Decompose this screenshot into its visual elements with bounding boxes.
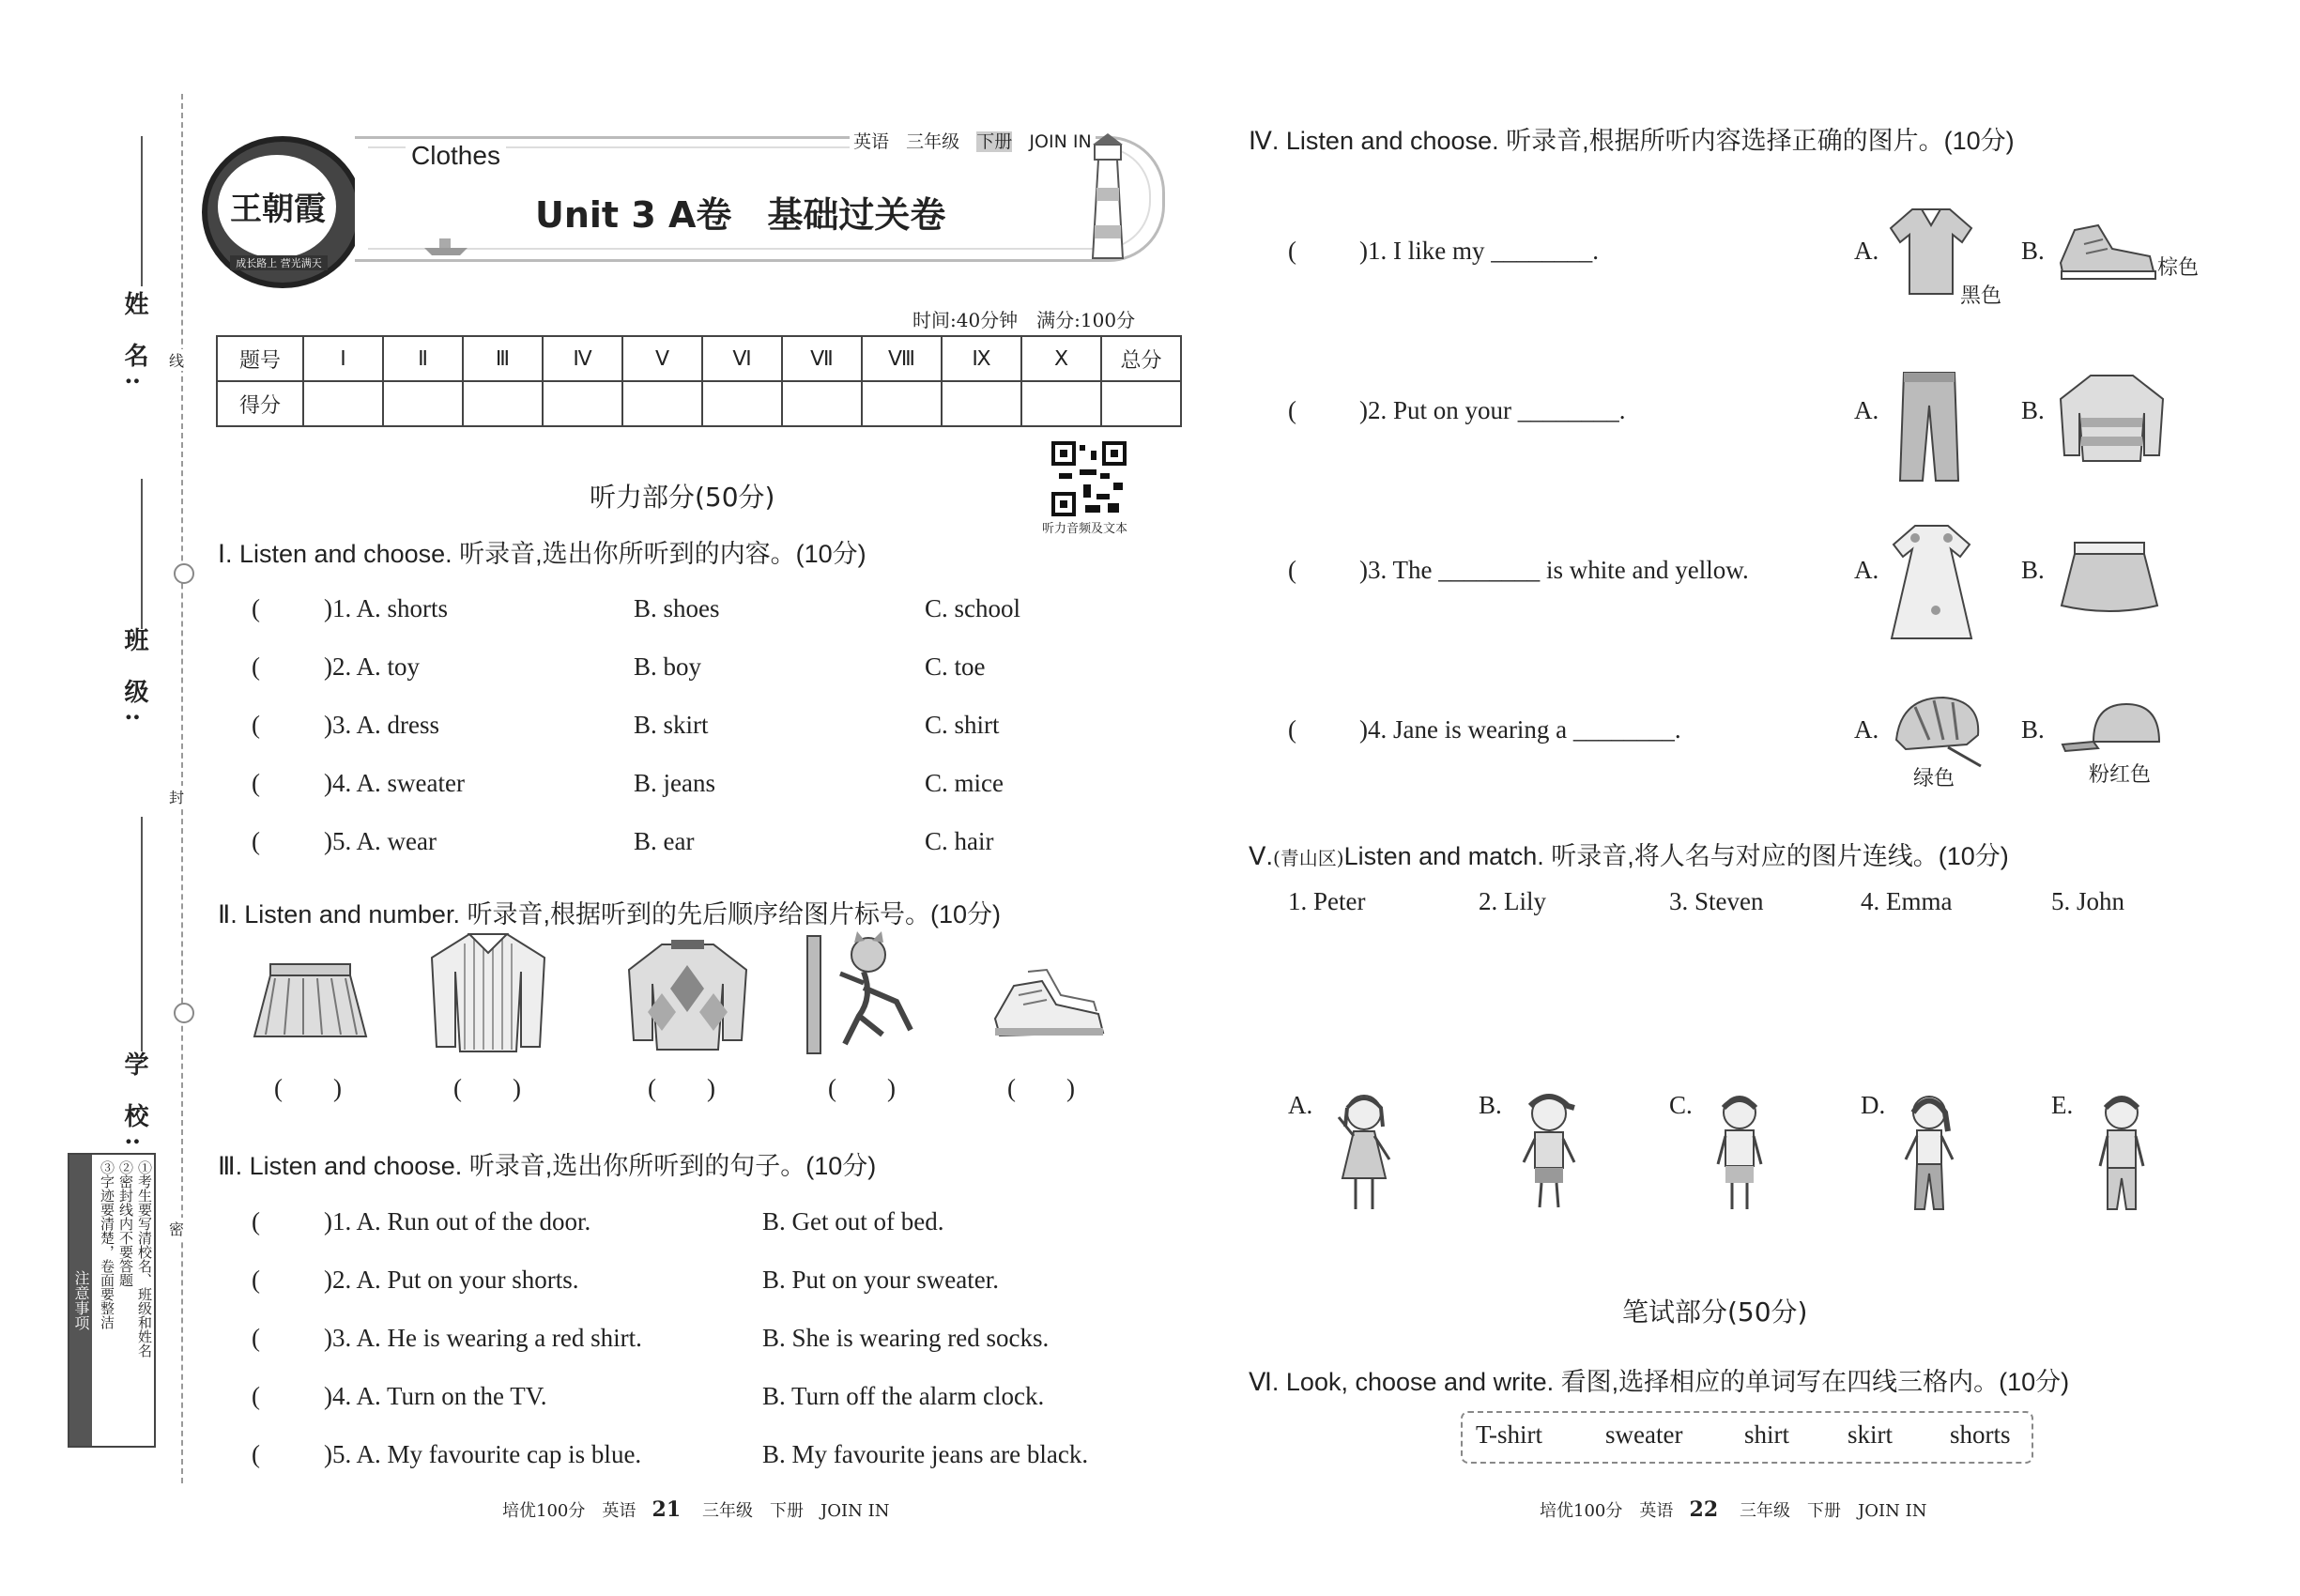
- score-head: Ⅴ: [622, 336, 702, 381]
- writing-title: 笔试部分(50分): [1622, 1297, 1808, 1327]
- option-a-label: A.: [1854, 556, 1879, 584]
- person-name: 3. Steven: [1669, 887, 1764, 915]
- answer-paren[interactable]: (: [252, 827, 260, 855]
- picture-letter: E.: [2051, 1091, 2074, 1119]
- score-cell[interactable]: [303, 381, 383, 426]
- page-number: 21: [652, 1497, 682, 1522]
- s4-note: 粉红色: [2089, 763, 2152, 787]
- footer-book: 培优100分 英语: [1540, 1501, 1674, 1521]
- score-head: Ⅵ: [702, 336, 782, 381]
- answer-paren[interactable]: (: [1288, 237, 1296, 265]
- s3-item-a: )3. A. He is wearing a red shirt.: [324, 1324, 642, 1352]
- word-option: shorts: [1950, 1420, 2011, 1449]
- s1-item-a: )2. A. toy: [324, 652, 421, 681]
- score-cell[interactable]: [782, 381, 862, 426]
- section-6-title: Ⅵ. Look, choose and write. 看图,选择相应的单词写在四线三格内。(10分): [1249, 1368, 2070, 1396]
- qr-code-icon[interactable]: [1051, 441, 1127, 516]
- binding-hole: [174, 563, 194, 584]
- score-cell[interactable]: [543, 381, 622, 426]
- s3-item-b: B. Turn off the alarm clock.: [762, 1382, 1045, 1410]
- picture-letter: B.: [1479, 1091, 1502, 1119]
- listening-title: 听力部分(50分): [590, 482, 775, 513]
- score-cell[interactable]: [1101, 381, 1181, 426]
- s1-item-b: B. skirt: [634, 711, 709, 739]
- brand-slogan: 成长路上 营光满天: [230, 255, 328, 270]
- answer-paren[interactable]: (: [252, 652, 260, 681]
- picture-letter: C.: [1669, 1091, 1693, 1119]
- option-a-label: A.: [1854, 237, 1879, 265]
- s1-item-c: C. shirt: [925, 711, 1000, 739]
- person-name: 2. Lily: [1479, 887, 1546, 915]
- s1-item-b: B. ear: [634, 827, 695, 855]
- s4-note: 黑色: [1960, 284, 2002, 308]
- picture-letter: A.: [1288, 1091, 1313, 1119]
- picture-letter: D.: [1861, 1091, 1886, 1119]
- score-cell[interactable]: [942, 381, 1021, 426]
- time-score: 时间:40分钟 满分:100分: [912, 309, 1136, 331]
- sneakers-picture: [2056, 211, 2164, 296]
- s1-item-a: )3. A. dress: [324, 711, 439, 739]
- answer-paren[interactable]: (: [252, 1440, 260, 1468]
- s1-item-c: C. mice: [925, 769, 1004, 797]
- person-name: 4. Emma: [1861, 887, 1953, 915]
- s4-item-text: )3. The ________ is white and yellow.: [1359, 556, 1749, 584]
- s3-item-a: )2. A. Put on your shorts.: [324, 1266, 579, 1294]
- answer-paren[interactable]: (: [1288, 556, 1296, 584]
- notes-title: 注意事项: [69, 1155, 92, 1446]
- s1-item-c: C. school: [925, 594, 1021, 622]
- shoes-picture: [986, 962, 1108, 1042]
- meta-edition: JOIN IN: [1029, 131, 1092, 152]
- note-item: ②密封线内不要答题: [117, 1160, 134, 1287]
- note-item: ①考生要写清校名、班级和姓名: [136, 1160, 153, 1358]
- binding-hole: [174, 1003, 194, 1023]
- option-a-label: A.: [1854, 396, 1879, 424]
- trousers-picture: [1896, 368, 1962, 485]
- page-title: Unit 3 A卷 基础过关卷: [535, 194, 946, 236]
- footer-grade: 三年级 下册 JOIN IN: [702, 1501, 890, 1521]
- page-number: 22: [1689, 1497, 1719, 1522]
- dress-picture: [1887, 521, 1976, 643]
- option-b-label: B.: [2021, 715, 2045, 744]
- score-head: Ⅳ: [543, 336, 622, 381]
- answer-paren[interactable]: (: [1288, 715, 1296, 744]
- cut-mark: 密: [169, 1218, 184, 1239]
- word-option: T-shirt: [1476, 1420, 1543, 1449]
- word-option: sweater: [1605, 1420, 1683, 1449]
- s4-note: 绿色: [1913, 767, 1955, 790]
- s4-note: 棕色: [2157, 256, 2200, 280]
- s1-item-a: )5. A. wear: [324, 827, 437, 855]
- footer-left: [502, 1497, 889, 1522]
- section-1-title: Ⅰ. Listen and choose. 听录音,选出你所听到的内容。(10分): [218, 540, 866, 568]
- option-a-label: A.: [1854, 715, 1879, 744]
- cut-mark: 线: [169, 349, 184, 371]
- cut-mark: 封: [169, 786, 184, 807]
- answer-paren[interactable]: ( ): [453, 1074, 521, 1102]
- s3-item-b: B. She is wearing red socks.: [762, 1324, 1050, 1352]
- score-cell[interactable]: [702, 381, 782, 426]
- meta-grade: 三年级: [906, 131, 960, 152]
- name-underline: [141, 136, 143, 286]
- class-label: 班 级:: [120, 627, 148, 731]
- answer-paren[interactable]: (: [252, 1266, 260, 1294]
- brand-name: 王朝霞: [230, 191, 326, 228]
- footer-right: [1540, 1497, 1926, 1522]
- note-item: ③字迹要清楚，卷面要整洁: [99, 1160, 115, 1329]
- section-5-number: Ⅴ.: [1249, 842, 1273, 870]
- answer-paren[interactable]: ( ): [1007, 1074, 1075, 1102]
- footer-grade: 三年级 下册 JOIN IN: [1740, 1501, 1927, 1521]
- s4-item-text: )4. Jane is wearing a ________.: [1359, 715, 1681, 744]
- lighthouse-icon: [1080, 131, 1136, 263]
- s3-item-b: B. My favourite jeans are black.: [762, 1440, 1089, 1468]
- s1-item-a: )4. A. sweater: [324, 769, 465, 797]
- s1-item-c: C. hair: [925, 827, 994, 855]
- score-head: 题号: [217, 336, 303, 381]
- score-cell[interactable]: [463, 381, 543, 426]
- helmet-picture: [1892, 693, 1986, 768]
- option-b-label: B.: [2021, 396, 2045, 424]
- class-underline: [141, 479, 143, 629]
- unit-topic: Clothes: [406, 141, 506, 171]
- section-5-region: (青山区): [1272, 847, 1344, 869]
- meta-term: 下册: [976, 131, 1013, 152]
- girl-picture: [1331, 1089, 1397, 1216]
- score-cell[interactable]: [383, 381, 463, 426]
- s1-item-b: B. boy: [634, 652, 702, 681]
- score-head: Ⅰ: [303, 336, 383, 381]
- woman-picture: [1896, 1089, 1962, 1216]
- skirt-picture: [252, 959, 369, 1044]
- answer-paren[interactable]: ( ): [828, 1074, 896, 1102]
- s1-item-a: )1. A. shorts: [324, 594, 449, 622]
- word-option: shirt: [1744, 1420, 1790, 1449]
- score-cell[interactable]: [622, 381, 702, 426]
- s3-item-b: B. Get out of bed.: [762, 1207, 944, 1235]
- s3-item-a: )4. A. Turn on the TV.: [324, 1382, 547, 1410]
- person-name: 5. John: [2051, 887, 2125, 915]
- answer-paren[interactable]: (: [252, 594, 260, 622]
- boy-picture: [1707, 1089, 1772, 1216]
- notes-box: [68, 1153, 156, 1448]
- school-label: 学 校:: [120, 1051, 148, 1156]
- school-underline: [141, 817, 143, 1051]
- cap-picture: [2061, 699, 2164, 756]
- skirt-picture: [2058, 540, 2161, 620]
- section-5-text: Listen and match. 听录音,将人名与对应的图片连线。(10分): [1343, 842, 2009, 870]
- s1-item-b: B. jeans: [634, 769, 715, 797]
- score-head: Ⅹ: [1021, 336, 1101, 381]
- score-head: Ⅲ: [463, 336, 543, 381]
- score-cell[interactable]: [862, 381, 942, 426]
- s4-item-text: )1. I like my ________.: [1359, 237, 1599, 265]
- man-picture: [2089, 1089, 2154, 1216]
- score-head: Ⅷ: [862, 336, 942, 381]
- score-row-label: 得分: [217, 381, 303, 426]
- book-meta: [850, 128, 1096, 153]
- cat-picture: [803, 931, 925, 1058]
- score-cell[interactable]: [1021, 381, 1101, 426]
- score-table: [216, 335, 1182, 427]
- option-b-label: B.: [2021, 237, 2045, 265]
- section-4-title: Ⅳ. Listen and choose. 听录音,根据所听内容选择正确的图片。(10分): [1249, 127, 2015, 155]
- s1-item-b: B. shoes: [634, 594, 720, 622]
- word-option: skirt: [1848, 1420, 1894, 1449]
- name-label: 姓 名:: [120, 291, 148, 395]
- footer-book: 培优100分 英语: [502, 1501, 636, 1521]
- answer-paren[interactable]: (: [252, 1207, 260, 1235]
- answer-paren[interactable]: ( ): [648, 1074, 715, 1102]
- s3-item-b: B. Put on your sweater.: [762, 1266, 999, 1294]
- answer-paren[interactable]: (: [252, 711, 260, 739]
- boy-cap-picture: [1516, 1087, 1582, 1214]
- answer-paren[interactable]: (: [1288, 396, 1296, 424]
- person-name: 1. Peter: [1288, 887, 1366, 915]
- sweater-picture: [624, 937, 751, 1054]
- score-head: Ⅱ: [383, 336, 463, 381]
- option-b-label: B.: [2021, 556, 2045, 584]
- answer-paren[interactable]: ( ): [274, 1074, 342, 1102]
- section-2-title: Ⅱ. Listen and number. 听录音,根据听到的先后顺序给图片标号。(10分): [218, 900, 1001, 928]
- answer-paren[interactable]: (: [252, 769, 260, 797]
- answer-paren[interactable]: (: [252, 1324, 260, 1352]
- s1-item-c: C. toe: [925, 652, 986, 681]
- shirt-picture: [427, 929, 549, 1056]
- qr-caption: 听力音频及文本: [1042, 522, 1128, 536]
- meta-subject: 英语: [853, 131, 890, 152]
- score-head: Ⅸ: [942, 336, 1021, 381]
- ship-icon: [422, 235, 469, 257]
- section-3-title: Ⅲ. Listen and choose. 听录音,选出你所听到的句子。(10分): [218, 1152, 877, 1180]
- score-head: Ⅶ: [782, 336, 862, 381]
- sweater-picture: [2058, 371, 2166, 465]
- section-5-title: [1249, 836, 2009, 872]
- s3-item-a: )5. A. My favourite cap is blue.: [324, 1440, 642, 1468]
- s4-item-text: )2. Put on your ________.: [1359, 396, 1626, 424]
- answer-paren[interactable]: (: [252, 1382, 260, 1410]
- s3-item-a: )1. A. Run out of the door.: [324, 1207, 591, 1235]
- score-head: 总分: [1101, 336, 1181, 381]
